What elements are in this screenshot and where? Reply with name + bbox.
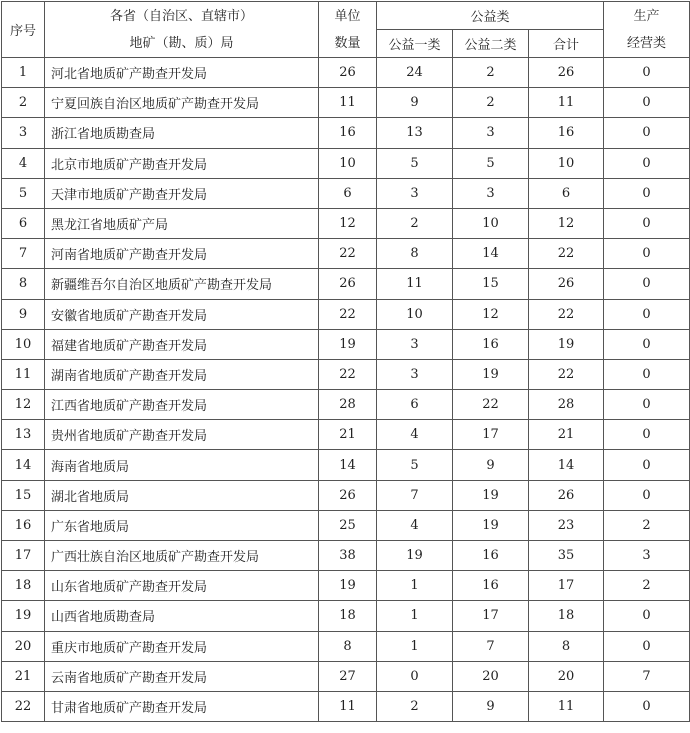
cell-unit-count: 38: [319, 541, 377, 571]
table-row: [2, 269, 690, 299]
cell-total: 23: [529, 510, 604, 540]
cell-total: 28: [529, 390, 604, 420]
cell-production: 0: [604, 58, 690, 88]
cell-public-1: 5: [377, 450, 453, 480]
cell-bureau-name: 天津市地质矿产勘查开发局: [45, 178, 319, 208]
cell-public-2: 17: [453, 601, 529, 631]
cell-total: 17: [529, 571, 604, 601]
cell-production: 0: [604, 420, 690, 450]
cell-public-1: 8: [377, 239, 453, 269]
cell-public-1: 3: [377, 359, 453, 389]
cell-production: 0: [604, 299, 690, 329]
cell-bureau-name: 浙江省地质勘查局: [45, 118, 319, 148]
cell-public-2: 3: [453, 178, 529, 208]
cell-bureau-name: 宁夏回族自治区地质矿产勘查开发局: [45, 88, 319, 118]
cell-total: 26: [529, 269, 604, 299]
cell-unit-count: 22: [319, 239, 377, 269]
table-row: [2, 510, 690, 540]
cell-bureau-name: 安徽省地质矿产勘查开发局: [45, 299, 319, 329]
header-bureau-name: [45, 2, 319, 58]
cell-seq: 21: [2, 661, 45, 691]
cell-bureau-name: 江西省地质矿产勘查开发局: [45, 390, 319, 420]
header-production-line1: 生产: [633, 8, 660, 24]
cell-total: 14: [529, 450, 604, 480]
cell-public-2: 22: [453, 390, 529, 420]
cell-bureau-name: 广西壮族自治区地质矿产勘查开发局: [45, 541, 319, 571]
cell-bureau-name: 河南省地质矿产勘查开发局: [45, 239, 319, 269]
table-row: [2, 480, 690, 510]
cell-total: 22: [529, 359, 604, 389]
cell-production: 0: [604, 691, 690, 721]
header-unit-count: [319, 2, 377, 58]
cell-production: 0: [604, 118, 690, 148]
cell-bureau-name: 海南省地质局: [45, 450, 319, 480]
cell-total: 11: [529, 88, 604, 118]
cell-public-1: 1: [377, 571, 453, 601]
table-row: [2, 239, 690, 269]
cell-production: 0: [604, 631, 690, 661]
cell-seq: 4: [2, 148, 45, 178]
cell-public-1: 13: [377, 118, 453, 148]
cell-seq: 10: [2, 329, 45, 359]
cell-unit-count: 26: [319, 480, 377, 510]
cell-seq: 6: [2, 208, 45, 238]
header-public-2: 公益二类: [453, 30, 529, 58]
cell-total: 35: [529, 541, 604, 571]
cell-public-1: 10: [377, 299, 453, 329]
cell-seq: 18: [2, 571, 45, 601]
cell-public-2: 19: [453, 510, 529, 540]
cell-bureau-name: 新疆维吾尔自治区地质矿产勘查开发局: [45, 269, 319, 299]
cell-public-2: 9: [453, 450, 529, 480]
cell-public-2: 15: [453, 269, 529, 299]
cell-public-2: 9: [453, 691, 529, 721]
cell-bureau-name: 重庆市地质矿产勘查开发局: [45, 631, 319, 661]
cell-unit-count: 18: [319, 601, 377, 631]
cell-public-2: 16: [453, 329, 529, 359]
cell-production: 3: [604, 541, 690, 571]
cell-public-2: 17: [453, 420, 529, 450]
cell-production: 0: [604, 601, 690, 631]
header-seq: 序号: [2, 2, 45, 58]
cell-bureau-name: 贵州省地质矿产勘查开发局: [45, 420, 319, 450]
cell-bureau-name: 广东省地质局: [45, 510, 319, 540]
cell-public-2: 16: [453, 541, 529, 571]
cell-seq: 15: [2, 480, 45, 510]
cell-total: 12: [529, 208, 604, 238]
cell-unit-count: 21: [319, 420, 377, 450]
cell-public-1: 1: [377, 631, 453, 661]
cell-bureau-name: 甘肃省地质矿产勘查开发局: [45, 691, 319, 721]
cell-public-2: 5: [453, 148, 529, 178]
cell-total: 6: [529, 178, 604, 208]
cell-unit-count: 11: [319, 691, 377, 721]
cell-bureau-name: 黑龙江省地质矿产局: [45, 208, 319, 238]
cell-public-2: 20: [453, 661, 529, 691]
cell-production: 2: [604, 571, 690, 601]
cell-bureau-name: 山西省地质勘查局: [45, 601, 319, 631]
cell-production: 0: [604, 148, 690, 178]
cell-production: 0: [604, 88, 690, 118]
cell-unit-count: 26: [319, 269, 377, 299]
header-unit-count-line2: 数量: [334, 35, 361, 51]
cell-total: 19: [529, 329, 604, 359]
header-bureau-name-line1: 各省（自治区、直辖市）: [109, 8, 253, 24]
header-production-line2: 经营类: [627, 35, 667, 51]
cell-public-2: 3: [453, 118, 529, 148]
cell-public-1: 9: [377, 88, 453, 118]
cell-seq: 16: [2, 510, 45, 540]
cell-bureau-name: 云南省地质矿产勘查开发局: [45, 661, 319, 691]
cell-seq: 13: [2, 420, 45, 450]
cell-bureau-name: 福建省地质矿产勘查开发局: [45, 329, 319, 359]
cell-public-2: 12: [453, 299, 529, 329]
cell-total: 20: [529, 661, 604, 691]
table-row: [2, 691, 690, 721]
cell-seq: 1: [2, 58, 45, 88]
table-row: [2, 601, 690, 631]
cell-unit-count: 12: [319, 208, 377, 238]
cell-seq: 17: [2, 541, 45, 571]
cell-unit-count: 27: [319, 661, 377, 691]
cell-unit-count: 8: [319, 631, 377, 661]
header-unit-count-line1: 单位: [334, 8, 361, 24]
cell-total: 11: [529, 691, 604, 721]
header-public-1: 公益一类: [377, 30, 453, 58]
cell-unit-count: 6: [319, 178, 377, 208]
table-row: [2, 390, 690, 420]
cell-bureau-name: 北京市地质矿产勘查开发局: [45, 148, 319, 178]
header-total: 合计: [529, 30, 604, 58]
cell-public-2: 14: [453, 239, 529, 269]
cell-public-1: 0: [377, 661, 453, 691]
cell-total: 16: [529, 118, 604, 148]
cell-seq: 11: [2, 359, 45, 389]
cell-public-1: 2: [377, 691, 453, 721]
table-row: [2, 450, 690, 480]
cell-production: 0: [604, 329, 690, 359]
cell-public-1: 5: [377, 148, 453, 178]
cell-public-1: 11: [377, 269, 453, 299]
cell-bureau-name: 山东省地质矿产勘查开发局: [45, 571, 319, 601]
table-row: [2, 58, 690, 88]
cell-public-1: 2: [377, 208, 453, 238]
cell-production: 0: [604, 390, 690, 420]
cell-unit-count: 14: [319, 450, 377, 480]
cell-production: 0: [604, 178, 690, 208]
cell-seq: 7: [2, 239, 45, 269]
cell-public-1: 7: [377, 480, 453, 510]
cell-bureau-name: 湖北省地质局: [45, 480, 319, 510]
cell-seq: 5: [2, 178, 45, 208]
cell-unit-count: 16: [319, 118, 377, 148]
table-row: [2, 420, 690, 450]
cell-unit-count: 22: [319, 359, 377, 389]
cell-total: 21: [529, 420, 604, 450]
cell-total: 26: [529, 58, 604, 88]
cell-seq: 9: [2, 299, 45, 329]
table-row: [2, 571, 690, 601]
cell-seq: 8: [2, 269, 45, 299]
table-row: [2, 631, 690, 661]
cell-production: 0: [604, 359, 690, 389]
cell-total: 26: [529, 480, 604, 510]
cell-bureau-name: 湖南省地质矿产勘查开发局: [45, 359, 319, 389]
cell-production: 0: [604, 239, 690, 269]
table-body: [2, 58, 690, 722]
cell-production: 0: [604, 269, 690, 299]
cell-production: 0: [604, 480, 690, 510]
table-row: [2, 299, 690, 329]
cell-seq: 12: [2, 390, 45, 420]
cell-seq: 19: [2, 601, 45, 631]
cell-unit-count: 25: [319, 510, 377, 540]
table-row: [2, 88, 690, 118]
table-row: [2, 661, 690, 691]
cell-public-1: 4: [377, 510, 453, 540]
cell-public-2: 16: [453, 571, 529, 601]
cell-unit-count: 28: [319, 390, 377, 420]
cell-public-1: 24: [377, 58, 453, 88]
cell-production: 7: [604, 661, 690, 691]
header-bureau-name-line2: 地矿（勘、质）局: [129, 35, 234, 51]
cell-total: 18: [529, 601, 604, 631]
cell-seq: 2: [2, 88, 45, 118]
cell-public-2: 10: [453, 208, 529, 238]
cell-total: 8: [529, 631, 604, 661]
cell-unit-count: 19: [319, 571, 377, 601]
table-row: [2, 148, 690, 178]
cell-public-2: 19: [453, 480, 529, 510]
cell-production: 0: [604, 450, 690, 480]
header-public-group: 公益类: [377, 2, 604, 30]
cell-public-1: 4: [377, 420, 453, 450]
table-row: [2, 359, 690, 389]
cell-total: 10: [529, 148, 604, 178]
cell-public-2: 2: [453, 88, 529, 118]
bureau-table: [1, 1, 690, 722]
table-row: [2, 329, 690, 359]
cell-unit-count: 11: [319, 88, 377, 118]
cell-unit-count: 19: [319, 329, 377, 359]
cell-unit-count: 10: [319, 148, 377, 178]
cell-seq: 14: [2, 450, 45, 480]
cell-production: 0: [604, 208, 690, 238]
cell-public-2: 7: [453, 631, 529, 661]
cell-public-1: 3: [377, 178, 453, 208]
cell-public-1: 3: [377, 329, 453, 359]
cell-public-1: 19: [377, 541, 453, 571]
cell-bureau-name: 河北省地质矿产勘查开发局: [45, 58, 319, 88]
cell-total: 22: [529, 239, 604, 269]
cell-seq: 20: [2, 631, 45, 661]
cell-production: 2: [604, 510, 690, 540]
cell-unit-count: 26: [319, 58, 377, 88]
table-row: [2, 208, 690, 238]
cell-seq: 22: [2, 691, 45, 721]
cell-public-2: 2: [453, 58, 529, 88]
cell-total: 22: [529, 299, 604, 329]
cell-public-2: 19: [453, 359, 529, 389]
table-row: [2, 118, 690, 148]
table-row: [2, 178, 690, 208]
cell-seq: 3: [2, 118, 45, 148]
header-production: [604, 2, 690, 58]
cell-unit-count: 22: [319, 299, 377, 329]
cell-public-1: 1: [377, 601, 453, 631]
table-row: [2, 541, 690, 571]
cell-public-1: 6: [377, 390, 453, 420]
